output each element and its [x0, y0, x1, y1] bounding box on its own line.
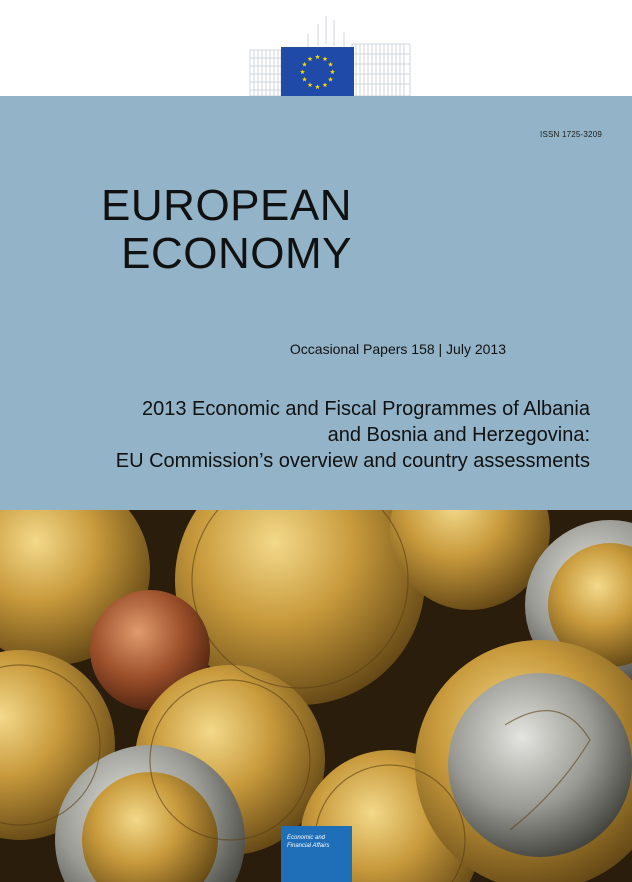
publication-title: [101, 182, 352, 278]
paper-title: [116, 396, 590, 474]
title-band: [0, 96, 632, 510]
subtitle-line-1: 2013 Economic and Fiscal Programmes of Albania: [141, 398, 590, 420]
subtitle-line-2: and Bosnia and Herzegovina:: [327, 424, 590, 446]
dg-ecfin-label: [281, 826, 352, 882]
series-info: Occasional Papers 158 | July 2013: [289, 341, 506, 357]
dg-line-2: Financial Affairs: [287, 843, 330, 849]
title-line-1: EUROPEAN: [101, 181, 352, 230]
issn-number: ISSN 1725-3209: [540, 130, 602, 139]
dg-line-1: Economic and: [287, 835, 326, 841]
subtitle-line-3: EU Commission’s overview and country assessments: [115, 450, 590, 472]
title-line-2: ECONOMY: [121, 229, 352, 278]
eu-flag-icon: [281, 47, 354, 97]
